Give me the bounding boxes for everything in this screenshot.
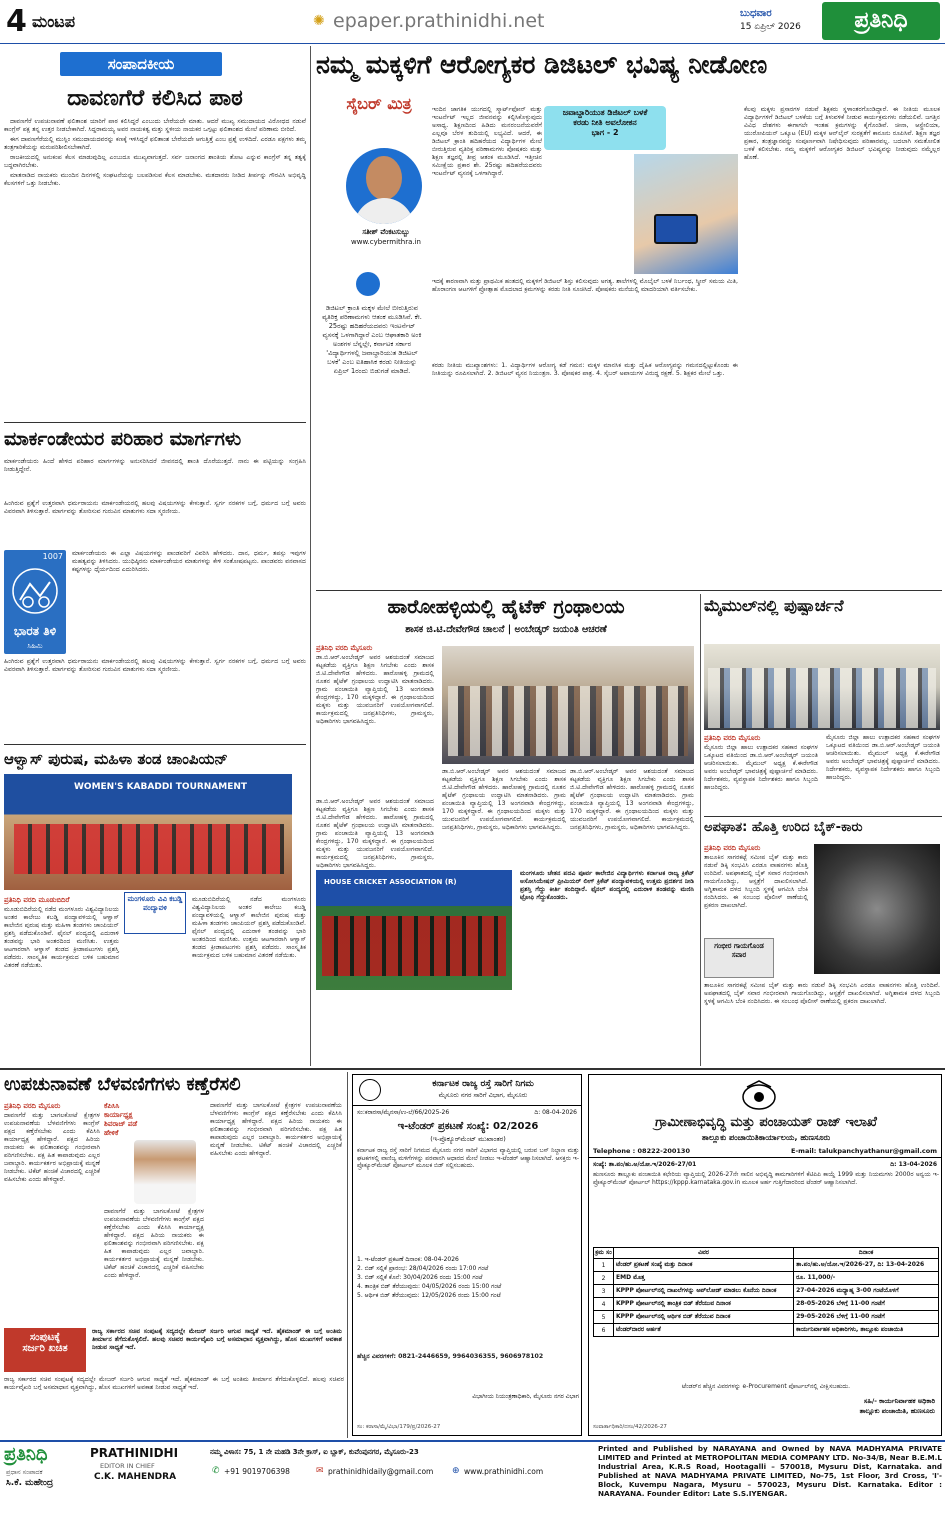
cyber-col1: ಇಂದಿನ ಜಾಗತಿಕ ಯುಗದಲ್ಲಿ ಸ್ಮಾರ್ಟ್‌ಫೋನ್ ಮತ್ತು ಇಂಟರ್ನೆಟ್ ಇಲ್ಲದ ಜೀವನವನ್ನು ಕಲ್ಪಿಸಿಕೊಳ್ಳುವುದು ಅಸಾಧ್ಯ. ಶಿಕ್ಷಣದಿಂದ ಹಿಡಿದು ಮನರಂಜನೆಯವರೆಗೆ ಎಲ್ಲವೂ ಬೆರಳ ತುದಿಯಲ್ಲಿ ಲಭ್ಯವಿದೆ. ಆದರೆ, ಈ ಡಿಜಿಟಲ್ ಕ್ರಾಂತಿ ಹದಿಹರೆಯದ ವಿದ್ಯಾರ್ಥಿಗಳ ಮೇಲೆ ಬೀರುತ್ತಿರುವ ವ್ಯತಿರಿಕ್ತ ಪರಿಣಾಮಗಳು ಪೋಷಕರು ಮತ್ತು ಶಿಕ್ಷಣ ತಜ್ಞರಲ್ಲಿ ತೀವ್ರ ಆತಂಕ ಮೂಡಿಸಿದೆ. ಇತ್ತೀಚಿನ ಸಮೀಕ್ಷೆಯ ಪ್ರಕಾರ ಶೇ. 25ರಷ್ಟು ಹದಿಹರೆಯದವರು ಇಂಟರ್ನೆಟ್ ವ್ಯಸನಕ್ಕೆ ಒಳಗಾಗಿದ್ದಾರೆ. [432,106,542,177]
footer-phone[interactable]: +91 9019706398 [224,1467,290,1476]
table-cell: ತಾ.ಪಂ/ಹು.ಅ/ಯೋ.ಇ/2026-27, ದಿ: 13-04-2026 [794,1259,939,1272]
divider [704,816,942,817]
editorial-section [4,48,306,420]
tender2-footer: ಸಂವಾರ್ತಾಧಿಕಾರಿ/ದಸಂ/42/2026-27 [593,1424,667,1430]
markandeya-continuation: ಹಿಂಗಿರುವ ಪ್ರಶ್ನೆಗೆ ಉತ್ತರವಾಗಿ ಧರ್ಮರಾಯನು ಮಾರ್ಕಂಡೇಯರಲ್ಲಿ ಹಲವು ವಿಷಯಗಳನ್ನು ಕೇಳುತ್ತಾನೆ. ಸ್ವರ್ಗ ನರಕಗಳ ಬಗ್ಗೆ, ಧರ್ಮದ ಬಗ್ಗೆ ಅವರು ವಿವರವಾಗಿ ತಿಳಿಸುತ್ತಾರೆ. ಮಾರ್ಗವನ್ನು ತೋರಿಸುವ ಗುರುವಿನ ಮಾತುಗಳು ಸದಾ ಸ್ಮರಣೀಯ. [4,658,306,673]
tender1-date: ದಿ: 08-04-2026 [534,1109,577,1116]
author-name: ಸತೀಶ್ ವೆಂಕಟಸುಬ್ಬು [362,228,410,236]
bharata-box-author: ಸಿಹಿಮಿ [27,642,43,650]
series-box-line3: ಭಾಗ - 2 [591,128,619,137]
byelection-dateline: ಪ್ರತಿನಿಧಿ ವರದಿ ಮೈಸೂರು [4,1102,61,1110]
byelection-headline: ಉಪಚುನಾವಣೆ ಬೆಳವಣಿಗೆಗಳು ಕಣ್ತೆರೆಸಲಿ [4,1074,241,1095]
table-cell: 3 [594,1285,614,1298]
tender2-table-header [594,1248,939,1259]
section-name: ಮಂಟಪ [32,12,76,31]
tender1-footer: ಸಂ: ಕರಾಸಾ/ಮೈ/ವಿಭಾ/179/ಪ್ರ/2026-27 [357,1424,441,1430]
burnt-vehicle-photo [814,844,940,974]
tender1-contact: ಹೆಚ್ಚಿನ ವಿವರಗಳಿಗೆ: 0821-2446659, 9964036355, 9606978102 [357,1353,544,1360]
table-head-cell: ಕ್ರಮ ಸಂ [594,1248,614,1259]
author-box-line4: ಹೇಳಿಕೆ [104,1129,119,1137]
mymul-headline: ಮೈಮುಲ್‌ನಲ್ಲಿ ಪುಷ್ಪಾರ್ಚನೆ [704,596,844,615]
author-site[interactable]: www.cybermithra.in [351,238,421,246]
tender2-note: ಟೆಂಡರ್‌ನ ಹೆಚ್ಚಿನ ವಿವರಗಳನ್ನು e-Procurement ಪೋರ್ಟಲ್‌ನಲ್ಲಿ ವೀಕ್ಷಿಸಬಹುದು. [681,1383,851,1390]
chariot-icon [10,566,60,616]
accident-section [704,818,942,1066]
footer-web[interactable]: www.prathinidhi.com [464,1467,544,1476]
table-cell: 29-05-2026 ಬೆಳಿಗ್ಗೆ 11-00 ಗಂಟೆಗೆ [794,1311,939,1324]
globe-icon: ⊕ [452,1466,460,1476]
tender1-ref: ಸಂ:ಕರಾರಸಾ/ಮೈನಸಾ/ಉ-ಲೆ/66/2025-26 [357,1109,450,1116]
ksrtc-tender-ad [352,1074,582,1436]
tender2-telephone: Telephone : 08222-200130 [593,1147,690,1155]
author-box-line3: ಶಿವರಾಜ್ ಪಡೆ [104,1120,138,1128]
kabaddi-dateline: ಪ್ರತಿನಿಧಿ ವರದಿ ಮೂಡುಬಿದಿರೆ [4,896,70,904]
ksrtc-emblem-icon [359,1079,381,1101]
tender1-row: 1. ಇ-ಟೆಂಡರ್ ಪ್ರಕಟಣೆ ದಿನಾಂಕ: 08-04-2026 [357,1256,459,1263]
blue-dot-icon [356,272,380,296]
table-cell: ಕಾರ್ಯನಿರ್ವಾಹಕ ಅಧಿಕಾರಿಗಳು, ತಾಲ್ಲೂಕು ಪಂಚಾಯಿತಿ [794,1324,939,1337]
editorial-paragraph: ರಾಜಕೀಯದಲ್ಲಿ ಅನುಕಂಪ ಕೆಲಸ ಮಾಡುವುದಿಲ್ಲ ಎಂಬುದೂ ಮುಖ್ಯವಾಗುತ್ತದೆ. ಸರ್ವ ಜನಾಂಗದ ಶಾಂತಿಯ ತೋಟ ಎನ್ನುವ ಕಾಂಗ್ರೆಸ್ ತನ್ನ ತತ್ವಕ್ಕೆ ಬದ್ಧವಾಗಿರಬೇಕು. [4,154,306,169]
divider [0,1068,945,1070]
tender2-sub: ತಾಲ್ಲೂಕು ಪಂಚಾಯಿತಿಕಾರ್ಯಾಲಯ, ಹುಣಸೂರು [701,1133,831,1142]
footer-editor-kn: ಸಿ.ಕೆ. ಮಹೇಂದ್ರ [6,1478,54,1488]
byelection-author-box [104,1102,204,1204]
crowd-people [448,686,688,756]
mymul-dateline: ಪ್ರತಿನಿಧಿ ವರದಿ ಮೈಸೂರು [704,734,761,742]
footer [0,1444,945,1519]
library-body-col1: ಡಾ.ಬಿ.ಆರ್.ಅಂಬೇಡ್ಕರ್ ಅವರ ಆಶಯದಂತೆ ಸಮಾಜದ ಕಟ್ಟಕಡೆಯ ವ್ಯಕ್ತಿಗೂ ಶಿಕ್ಷಣ ಸಿಗಬೇಕು ಎಂದು ಶಾಸಕ ಜಿ.ಟಿ.ದೇವೇಗೌಡ ಹೇಳಿದರು. ಹಾರೋಹಳ್ಳಿ ಗ್ರಾಮದಲ್ಲಿ ನೂತನ ಹೈಟೆಕ್ ಗ್ರಂಥಾಲಯ ಉದ್ಘಾಟಿಸಿ ಮಾತನಾಡಿದರು. ಗ್ರಾಮ ಪಂಚಾಯಿತಿ ವ್ಯಾಪ್ತಿಯಲ್ಲಿ 13 ಅಂಗನವಾಡಿ ಕೇಂದ್ರಗಳಿದ್ದು, 170 ಮಕ್ಕಳಿದ್ದಾರೆ. ಈ ಗ್ರಂಥಾಲಯದಿಂದ ಮಕ್ಕಳು ಮತ್ತು ಯುವಜನರಿಗೆ ಉಪಯೋಗವಾಗಲಿದೆ. ಕಾರ್ಯಕ್ರಮದಲ್ಲಿ ಜನಪ್ರತಿನಿಧಿಗಳು, ಗ್ರಾಮಸ್ಥರು, ಅಧಿಕಾರಿಗಳು ಭಾಗವಹಿಸಿದ್ದರು. [316,654,434,725]
library-body-col2: ಡಾ.ಬಿ.ಆರ್.ಅಂಬೇಡ್ಕರ್ ಅವರ ಆಶಯದಂತೆ ಸಮಾಜದ ಕಟ್ಟಕಡೆಯ ವ್ಯಕ್ತಿಗೂ ಶಿಕ್ಷಣ ಸಿಗಬೇಕು ಎಂದು ಶಾಸಕ ಜಿ.ಟಿ.ದೇವೇಗೌಡ ಹೇಳಿದರು. ಹಾರೋಹಳ್ಳಿ ಗ್ರಾಮದಲ್ಲಿ ನೂತನ ಹೈಟೆಕ್ ಗ್ರಂಥಾಲಯ ಉದ್ಘಾಟಿಸಿ ಮಾತನಾಡಿದರು. ಗ್ರಾಮ ಪಂಚಾಯಿತಿ ವ್ಯಾಪ್ತಿಯಲ್ಲಿ 13 ಅಂಗನವಾಡಿ ಕೇಂದ್ರಗಳಿದ್ದು, 170 ಮಕ್ಕಳಿದ್ದಾರೆ. ಈ ಗ್ರಂಥಾಲಯದಿಂದ ಮಕ್ಕಳು ಮತ್ತು ಯುವಜನರಿಗೆ ಉಪಯೋಗವಾಗಲಿದೆ. ಕಾರ್ಯಕ್ರಮದಲ್ಲಿ ಜನಪ್ರತಿನಿಧಿಗಳು, ಗ್ರಾಮಸ್ಥರು, ಅಧಿಕಾರಿಗಳು ಭಾಗವಹಿಸಿದ್ದರು. [316,798,434,869]
tender2-date: ದಿ: 13-04-2026 [890,1161,937,1168]
tender2-sign-2: ತಾಲ್ಲೂಕು ಪಂಚಾಯಿತಿ, ಹುಣಸೂರು [859,1407,935,1415]
mymul-body-right: ಮೈಸೂರು ಜಿಲ್ಲಾ ಹಾಲು ಉತ್ಪಾದಕರ ಸಹಕಾರ ಸಂಘಗಳ ಒಕ್ಕೂಟದ ವತಿಯಿಂದ ಡಾ.ಬಿ.ಆರ್.ಅಂಬೇಡ್ಕರ್ ಜಯಂತಿ ಆಚರಿಸಲಾಯಿತು. ಮೈಮುಲ್ ಅಧ್ಯಕ್ಷ ಕೆ.ಈರೇಗೌಡ ಅವರು ಅಂಬೇಡ್ಕರ್ ಭಾವಚಿತ್ರಕ್ಕೆ ಪುಷ್ಪಾರ್ಚನೆ ಮಾಡಿದರು. ನಿರ್ದೇಶಕರು, ವ್ಯವಸ್ಥಾಪಕ ನಿರ್ದೇಶಕರು ಹಾಗೂ ಸಿಬ್ಬಂದಿ ಹಾಜರಿದ್ದರು. [826,734,940,781]
table-cell: KPPP ಪೋರ್ಟಲ್‌ನಲ್ಲಿ ತಾಂತ್ರಿಕ ಬಿಡ್ ತೆರೆಯುವ ದಿನಾಂಕ [614,1298,794,1311]
correction-body: ರಾಜ್ಯ ಸರ್ಕಾರದ ಸಚಿವ ಸಂಪುಟಕ್ಕೆ ಸದ್ಯದಲ್ಲೇ ಮೇಜರ್ ಸರ್ಜರಿ ಆಗುವ ಸಾಧ್ಯತೆ ಇದೆ. ಹೈಕಮಾಂಡ್ ಈ ಬಗ್ಗೆ ಅಂತಿಮ ತೀರ್ಮಾನ ತೆಗೆದುಕೊಳ್ಳಲಿದೆ. ಹಲವು ಸಚಿವರ ಕಾರ್ಯವೈಖರಿ ಬಗ್ಗೆ ಅಸಮಾಧಾನ ವ್ಯಕ್ತವಾಗಿದ್ದು, ಹೊಸ ಮುಖಗಳಿಗೆ ಅವಕಾಶ ನೀಡುವ ಸಾಧ್ಯತೆ ಇದೆ. [92,1328,342,1351]
bharata-box-label: ಭಾರತ ತಿಳಿ [13,624,57,638]
tender2-body: ಹುಣಸೂರು ತಾಲ್ಲೂಕು ಪಂಚಾಯಿತಿ ಕಛೇರಿಯ ವ್ಯಾಪ್ತಿಯಲ್ಲಿ 2026-27ನೇ ಸಾಲಿನ ಅಭಿವೃದ್ಧಿ ಕಾಮಗಾರಿಗಳಿಗೆ ಕೆಟಿಪಿಪಿ ಕಾಯ್ದೆ 1999 ಮತ್ತು ನಿಯಮಗಳು 2000ರ ಅನ್ವಯ ಇ-ಪ್ರೊಕ್ಯೂರ್‌ಮೆಂಟ್ ಪೋರ್ಟಲ್ https://kppp.karnataka.gov.in ಮೂಲಕ ಅರ್ಹ ಗುತ್ತಿಗೆದಾರರಿಂದ ಟೆಂಡರ್ ಆಹ್ವಾನಿಸಲಾಗಿದೆ. [593,1171,939,1186]
tender1-sign: ವಿಭಾಗೀಯ ನಿಯಂತ್ರಣಾಧಿಕಾರಿ, ಮೈಸೂರು ನಗರ ವಿಭಾಗ [472,1393,579,1400]
bharata-box [4,550,66,654]
footer-address: ನಮ್ಮ ವಿಳಾಸ: 75, 1 ನೇ ಮಹಡಿ 3ನೇ ಕ್ರಾಸ್, ಐ ಬ್ಲಾಕ್, ಕುವೆಂಪುನಗರ, ಮೈಸೂರು-23 [210,1448,419,1456]
mymul-photo [704,644,940,730]
table-head-cell: ದಿನಾಂಕ [794,1248,939,1259]
tender1-subtitle: (ಇ-ಪ್ರೊಕ್ಯೂರ್‌ಮೆಂಟ್ ಮುಖಾಂತರ) [430,1135,506,1143]
tender1-org: ಕರ್ನಾಟಕ ರಾಜ್ಯ ರಸ್ತೆ ಸಾರಿಗೆ ನಿಗಮ [432,1079,534,1089]
library-dateline: ಪ್ರತಿನಿಧಿ ವರದಿ ಮೈಸೂರು [316,644,373,652]
sun-icon: ✺ [313,13,325,29]
library-body-col4: ಡಾ.ಬಿ.ಆರ್.ಅಂಬೇಡ್ಕರ್ ಅವರ ಆಶಯದಂತೆ ಸಮಾಜದ ಕಟ್ಟಕಡೆಯ ವ್ಯಕ್ತಿಗೂ ಶಿಕ್ಷಣ ಸಿಗಬೇಕು ಎಂದು ಶಾಸಕ ಜಿ.ಟಿ.ದೇವೇಗೌಡ ಹೇಳಿದರು. ಹಾರೋಹಳ್ಳಿ ಗ್ರಾಮದಲ್ಲಿ ನೂತನ ಹೈಟೆಕ್ ಗ್ರಂಥಾಲಯ ಉದ್ಘಾಟಿಸಿ ಮಾತನಾಡಿದರು. ಗ್ರಾಮ ಪಂಚಾಯಿತಿ ವ್ಯಾಪ್ತಿಯಲ್ಲಿ 13 ಅಂಗನವಾಡಿ ಕೇಂದ್ರಗಳಿದ್ದು, 170 ಮಕ್ಕಳಿದ್ದಾರೆ. ಈ ಗ್ರಂಥಾಲಯದಿಂದ ಮಕ್ಕಳು ಮತ್ತು ಯುವಜನರಿಗೆ ಉಪಯೋಗವಾಗಲಿದೆ. ಕಾರ್ಯಕ್ರಮದಲ್ಲಿ ಜನಪ್ರತಿನಿಧಿಗಳು, ಗ್ರಾಮಸ್ಥರು, ಅಧಿಕಾರಿಗಳು ಭಾಗವಹಿಸಿದ್ದರು. [570,768,694,831]
divider [316,590,942,591]
bharata-box-number: 1007 [42,552,63,561]
cyber-col3: ಕೆಲವು ಮಕ್ಕಳು ಪ್ರಸಾರಗಳ ನಡುವೆ ಶಿಕ್ಷಕರು ಸ್ಥಳಾಂತರಗೊಂಡಿದ್ದಾರೆ. ಈ ನೀತಿಯ ಮೂಲಕ ವಿದ್ಯಾರ್ಥಿಗಳಿಗೆ ಡಿಜಿಟಲ್ ಬಳಕೆಯ ಬಗ್ಗೆ ತಿಳುವಳಿಕೆ ನೀಡುವ ಕಾರ್ಯಕ್ರಮಗಳು ನಡೆಯಲಿವೆ. ಜಗತ್ತಿನ ವಿವಿಧ ದೇಶಗಳು ಈಗಾಗಲೇ ಇಂತಹ ಕ್ರಮಗಳನ್ನು ಕೈಗೊಂಡಿವೆ. ಚೀನಾ, ಆಸ್ಟ್ರೇಲಿಯಾ, ಯುರೋಪಿಯನ್ ಒಕ್ಕೂಟ (EU) ಮಕ್ಕಳ ಆನ್‌ಲೈನ್ ಸುರಕ್ಷತೆಗೆ ಕಾನೂನು ರೂಪಿಸಿವೆ. ಶಿಕ್ಷಣ ತಜ್ಞರ ಪ್ರಕಾರ, ತಂತ್ರಜ್ಞಾನವನ್ನು ಸಂಪೂರ್ಣವಾಗಿ ನಿಷೇಧಿಸುವುದು ಪರಿಹಾರವಲ್ಲ. ಬದಲಾಗಿ ಸಮತೋಲಿತ ಬಳಕೆ ಕಲಿಸಬೇಕು. ನಮ್ಮ ಮಕ್ಕಳಿಗೆ ಆರೋಗ್ಯಕರ ಡಿಜಿಟಲ್ ಭವಿಷ್ಯವನ್ನು ನೀಡುವುದು ನಮ್ಮೆಲ್ಲರ ಹೊಣೆ. [744,106,940,161]
masthead-divider [0,43,945,44]
cyber-col2: ಇದಕ್ಕೆ ಕಾರಣವಾಗಿ ಮತ್ತು ಪ್ರಾಥಮಿಕ ಹಂತದಲ್ಲಿ ಮಕ್ಕಳಿಗೆ ಡಿಜಿಟಲ್ ಶಿಸ್ತು ಕಲಿಸುವುದು ಅಗತ್ಯ. ಶಾಲೆಗಳಲ್ಲಿ ಮೊಬೈಲ್ ಬಳಕೆ ನಿರ್ಬಂಧ, ಸ್ಕ್ರೀನ್ ಸಮಯ ಮಿತಿ, ಹೊರಾಂಗಣ ಆಟಗಳಿಗೆ ಪ್ರೋತ್ಸಾಹ ಮೊದಲಾದ ಕ್ರಮಗಳನ್ನು ಕರಡು ನೀತಿ ಸೂಚಿಸಿದೆ. ಪೋಷಕರು ಮನೆಯಲ್ಲಿ ಮಾದರಿಯಾಗಿ ವರ್ತಿಸಬೇಕು. [432,278,738,293]
accident-body-bottom: ತಾಲೂಕಿನ ಸಾಗರಕಟ್ಟೆ ಸಮೀಪ ಬೈಕ್ ಮತ್ತು ಕಾರು ನಡುವೆ ಡಿಕ್ಕಿ ಸಂಭವಿಸಿ ಎರಡೂ ವಾಹನಗಳು ಹೊತ್ತಿ ಉರಿದಿವೆ. ಅಪಘಾತದಲ್ಲಿ ಬೈಕ್ ಸವಾರ ಗಂಭೀರವಾಗಿ ಗಾಯಗೊಂಡಿದ್ದು, ಆಸ್ಪತ್ರೆಗೆ ದಾಖಲಿಸಲಾಗಿದೆ. ಅಗ್ನಿಶಾಮಕ ದಳದ ಸಿಬ್ಬಂದಿ ಸ್ಥಳಕ್ಕೆ ಆಗಮಿಸಿ ಬೆಂಕಿ ನಂದಿಸಿದರು. ಈ ಸಂಬಂಧ ಪೊಲೀಸ್ ಠಾಣೆಯಲ್ಲಿ ಪ್ರಕರಣ ದಾಖಲಾಗಿದೆ. [704,982,940,1005]
table-cell: EMD ಮೊತ್ತ [614,1272,794,1285]
tender1-title: ಇ-ಟೆಂಡರ್ ಪ್ರಕಟಣೆ ಸಂಖ್ಯೆ: 02/2026 [397,1121,539,1132]
column-divider [700,594,701,1066]
byelection-body-col1: ದಾವಣಗೆರೆ ಮತ್ತು ಬಾಗಲಕೋಟೆ ಕ್ಷೇತ್ರಗಳ ಉಪಚುನಾವಣೆಯ ಬೆಳವಣಿಗೆಗಳು ಕಾಂಗ್ರೆಸ್ ಪಕ್ಷದ ಕಣ್ತೆರೆಸಬೇಕು ಎಂದು ಕೆಪಿಸಿಸಿ ಕಾರ್ಯಾಧ್ಯಕ್ಷ ಹೇಳಿದ್ದಾರೆ. ಪಕ್ಷದ ಹಿರಿಯ ನಾಯಕರು ಈ ಫಲಿತಾಂಶವನ್ನು ಗಂಭೀರವಾಗಿ ಪರಿಗಣಿಸಬೇಕು. ಪಕ್ಷ ಹಿತ ಕಾಪಾಡುವುದು ಎಲ್ಲರ ಜವಾಬ್ದಾರಿ. ಕಾರ್ಯಕರ್ತರ ಅಭಿಪ್ರಾಯಕ್ಕೆ ಮನ್ನಣೆ ನೀಡಬೇಕು. ಟಿಕೆಟ್ ಹಂಚಿಕೆ ವಿಚಾರದಲ್ಲಿ ಎಚ್ಚರಿಕೆ ವಹಿಸಬೇಕು ಎಂದು ಹೇಳಿದ್ದಾರೆ. [4,1112,100,1183]
series-box [544,106,666,150]
author-bio: ಡಿಜಿಟಲ್ ಕ್ರಾಂತಿ ಮಕ್ಕಳ ಮೇಲೆ ಬೀರುತ್ತಿರುವ ವ್ಯತಿರಿಕ್ತ ಪರಿಣಾಮಗಳು ಆತಂಕ ಮೂಡಿಸಿವೆ. ಕೇ. 25ರಷ್ಟು ಹದಿಹರೆಯದವರು ಇಂಟರ್ನೆಟ್ ವ್ಯಸನಕ್ಕೆ ಒಳಗಾಗಿದ್ದಾರೆ ಎಂಬ ಆಘಾತಕಾರಿ ಅಂಕಿ ಅಂಶಗಳ ಬೆನ್ನಲ್ಲೇ, ಕರ್ನಾಟಕ ಸರ್ಕಾರ 'ವಿದ್ಯಾರ್ಥಿಗಳಲ್ಲಿ ಜವಾಬ್ದಾರಿಯುತ ಡಿಜಿಟಲ್ ಬಳಕೆ' ಎಂಬ ಐತಿಹಾಸಿಕ ಕರಡು ನೀತಿಯನ್ನು ಏಪ್ರಿಲ್ 1ರಂದು ಬಿಡುಗಡೆ ಮಾಡಿದೆ. [322,304,422,375]
kabaddi-body-left: ಮೂಡುಬಿದಿರೆಯಲ್ಲಿ ನಡೆದ ಮಂಗಳೂರು ವಿಶ್ವವಿದ್ಯಾನಿಲಯ ಅಂತರ ಕಾಲೇಜು ಕಬಡ್ಡಿ ಪಂದ್ಯಾವಳಿಯಲ್ಲಿ ಆಳ್ವಾಸ್ ಕಾಲೇಜಿನ ಪುರುಷ ಮತ್ತು ಮಹಿಳಾ ತಂಡಗಳು ಚಾಂಪಿಯನ್ ಪ್ರಶಸ್ತಿ ಪಡೆದುಕೊಂಡಿವೆ. ಫೈನಲ್ ಪಂದ್ಯದಲ್ಲಿ ಎದುರಾಳಿ ತಂಡವನ್ನು ಭಾರಿ ಅಂತರದಿಂದ ಮಣಿಸಿತು. ಉತ್ತಮ ಆಟಗಾರರಾಗಿ ಆಳ್ವಾಸ್ ತಂಡದ ಕ್ರೀಡಾಪಟುಗಳು ಪ್ರಶಸ್ತಿ ಪಡೆದರು. ಸಾಂಸ್ಕೃತಿಕ ಕಾರ್ಯಕ್ರಮದ ಬಳಿಕ ಬಹುಮಾನ ವಿತರಣೆ ನಡೆಯಿತು. [4,906,119,969]
table-row [594,1272,939,1285]
correction-body-more: ರಾಜ್ಯ ಸರ್ಕಾರದ ಸಚಿವ ಸಂಪುಟಕ್ಕೆ ಸದ್ಯದಲ್ಲೇ ಮೇಜರ್ ಸರ್ಜರಿ ಆಗುವ ಸಾಧ್ಯತೆ ಇದೆ. ಹೈಕಮಾಂಡ್ ಈ ಬಗ್ಗೆ ಅಂತಿಮ ತೀರ್ಮಾನ ತೆಗೆದುಕೊಳ್ಳಲಿದೆ. ಹಲವು ಸಚಿವರ ಕಾರ್ಯವೈಖರಿ ಬಗ್ಗೆ ಅಸಮಾಧಾನ ವ್ಯಕ್ತವಾಗಿದ್ದು, ಹೊಸ ಮುಖಗಳಿಗೆ ಅವಕಾಶ ನೀಡುವ ಸಾಧ್ಯತೆ ಇದೆ. [4,1376,344,1391]
accident-side-box [704,938,774,978]
mymul-section [704,594,942,814]
kabaddi-banner: WOMEN'S KABADDI TOURNAMENT [74,782,248,792]
epaper-url[interactable]: epaper.prathinidhi.net [333,10,545,32]
karnataka-emblem-icon [739,1079,779,1111]
table-row [594,1259,939,1272]
editorial-headline: ದಾವಣಗೆರೆ ಕಲಿಸಿದ ಪಾಠ [67,86,243,111]
editorial-paragraph: ಈಗ ದಾವಣಗೆರೆಯಲ್ಲಿ ಮುಸ್ಲಿಂ ಸಮುದಾಯದವರನ್ನು ಕಣಕ್ಕೆ ಇಳಿಸಿದ್ದರೆ ಫಲಿತಾಂಶ ಬೇರೆಯದೇ ಆಗುತ್ತಿತ್ತೆ ಎಂಬ ಪ್ರಶ್ನೆ ಉಳಿದಿದೆ. ಎರಡೂ ಪಕ್ಷಗಳು ತಮ್ಮ ತಂತ್ರಗಾರಿಕೆಯನ್ನು ಮರುಪರಿಶೀಲಿಸಬೇಕಾಗಿದೆ. [4,136,306,151]
series-box-line2: ಕರಡು ನೀತಿ ಅವಲೋಕನ [573,118,637,127]
tender1-row: 2. ಬಿಡ್ ಸಲ್ಲಿಕೆ ಪ್ರಾರಂಭ: 28/04/2026 ರಂದು 17:00 ಗಂಟೆ [357,1265,489,1272]
author-box-line1: ಕೆಪಿಸಿಸಿ [104,1102,120,1110]
politician-photo [134,1140,196,1204]
tablet-device [654,214,698,244]
library-article [316,594,696,1066]
author-box-line2: ಕಾರ್ಯಾಧ್ಯಕ್ಷ [104,1111,133,1119]
table-row [594,1311,939,1324]
tender1-row: 3. ಬಿಡ್ ಸಲ್ಲಿಕೆ ಕೊನೆ: 30/04/2026 ರಂದು 15:00 ಗಂಟೆ [357,1274,483,1281]
tender2-email: E-mail: talukpanchyathanur@gmail.com [791,1147,937,1155]
phone-icon: ✆ [212,1466,220,1476]
editorial-paragraph: ದಾವಣಗೆರೆ ಉಪಚುನಾವಣೆ ಫಲಿತಾಂಶ ಯಾರಿಗೆ ಪಾಠ ಕಲಿಸಿದ್ದರೆ ಎಂಬುದು ಬೇರೆಯದೇ ಮಾತು. ಆದರೆ ಮುಖ್ಯ ಸಮುದಾಯದ ವಿರೋಧದ ನಡುವೆ ಕಾಂಗ್ರೆಸ್ ಪಕ್ಷ ತನ್ನ ಉತ್ತರ ನೀಡಬೇಕಾಗಿದೆ. ಸಿದ್ದರಾಮಯ್ಯ ಅವರ ನಾಯಕತ್ವ ಮತ್ತು ಸ್ಥಳೀಯ ನಾಯಕರ ಒಗ್ಗಟ್ಟು ಫಲಿತಾಂಶದ ಮೇಲೆ ಪರಿಣಾಮ ಬೀರಿದೆ. [4,118,306,133]
kabaddi-section [4,748,306,1066]
kabaddi-team-photo [4,774,292,890]
cyber-article [316,48,942,588]
series-box-line1: ಜವಾಬ್ದಾರಿಯುತ ಡಿಜಿಟಲ್ ಬಳಕೆ [562,108,648,117]
table-cell: 28-05-2026 ಬೆಳಿಗ್ಗೆ 11-00 ಗಂಟೆಗೆ [794,1298,939,1311]
tender2-org: ಗ್ರಾಮೀಣಾಭಿವೃದ್ಧಿ ಮತ್ತು ಪಂಚಾಯತ್ ರಾಜ್ ಇಲಾಖೆ [655,1115,877,1130]
footer-logo: ಪ್ರತಿನಿಧಿ [4,1444,48,1465]
table-cell: KPPP ಪೋರ್ಟಲ್‌ನಲ್ಲಿ ಆರ್ಥಿಕ ಬಿಡ್ ತೆರೆಯುವ ದಿನಾಂಕ [614,1311,794,1324]
page-number: 4 [6,4,27,39]
masthead-logo-text: ಪ್ರತಿನಿಧಿ [854,8,908,33]
editorial-paragraph: ಮಾತನಾಡಿದ ನಾಯಕರು ಮುಂದಿನ ದಿನಗಳಲ್ಲಿ ಸಂಘಟನೆಯನ್ನು ಬಲಪಡಿಸುವ ಕೆಲಸ ಮಾಡಬೇಕು. ಮತದಾರರು ನೀಡಿದ ತೀರ್ಪನ್ನು ಗೌರವಿಸಿ ಅಭಿವೃದ್ಧಿ ಕೆಲಸಗಳಿಗೆ ಒತ್ತು ನೀಡಬೇಕು. [4,172,306,187]
child-tablet-photo [634,154,738,274]
divider [353,1105,582,1106]
footer-editor-en: C.K. MAHENDRA [94,1472,177,1482]
table-cell: 6 [594,1324,614,1337]
table-row [594,1324,939,1337]
masthead [0,0,945,44]
cyber-headline: ನಮ್ಮ ಮಕ್ಕಳಿಗೆ ಆರೋಗ್ಯಕರ ಡಿಜಿಟಲ್ ಭವಿಷ್ಯ ನೀಡೋಣ [316,50,768,79]
table-cell: 1 [594,1259,614,1272]
kabaddi-side-box-text: ಮಂಗಳೂರು ವಿವಿ ಕಬಡ್ಡಿ ಪಂದ್ಯಾವಳಿ [127,895,183,912]
cricket-text: ಮಂಗಳೂರು ಚೇತನ ಪದವಿ ಪೂರ್ವ ಕಾಲೇಜಿನ ವಿದ್ಯಾರ್ಥಿಗಳು ಕರ್ನಾಟಕ ರಾಜ್ಯ ಕ್ರಿಕೆಟ್ ಅಸೋಸಿಯೇಷನ್ ಪ್ರೀಮಿಯರ್ ಲೀಗ್ ಕ್ರಿಕೆಟ್ ಪಂದ್ಯಾವಳಿಯಲ್ಲಿ ಉತ್ತಮ ಪ್ರದರ್ಶನ ನೀಡಿ ಪ್ರಶಸ್ತಿ ಗೆದ್ದು ಕೀರ್ತಿ ತಂದಿದ್ದಾರೆ. ಫೈನಲ್ ಪಂದ್ಯದಲ್ಲಿ ಎದುರಾಳಿ ತಂಡವನ್ನು ಮಣಿಸಿ ಟ್ರೋಫಿ ಗೆದ್ದುಕೊಂಡರು. [520,870,694,901]
byelection-body-col3: ದಾವಣಗೆರೆ ಮತ್ತು ಬಾಗಲಕೋಟೆ ಕ್ಷೇತ್ರಗಳ ಉಪಚುನಾವಣೆಯ ಬೆಳವಣಿಗೆಗಳು ಕಾಂಗ್ರೆಸ್ ಪಕ್ಷದ ಕಣ್ತೆರೆಸಬೇಕು ಎಂದು ಕೆಪಿಸಿಸಿ ಕಾರ್ಯಾಧ್ಯಕ್ಷ ಹೇಳಿದ್ದಾರೆ. ಪಕ್ಷದ ಹಿರಿಯ ನಾಯಕರು ಈ ಫಲಿತಾಂಶವನ್ನು ಗಂಭೀರವಾಗಿ ಪರಿಗಣಿಸಬೇಕು. ಪಕ್ಷ ಹಿತ ಕಾಪಾಡುವುದು ಎಲ್ಲರ ಜವಾಬ್ದಾರಿ. ಕಾರ್ಯಕರ್ತರ ಅಭಿಪ್ರಾಯಕ್ಕೆ ಮನ್ನಣೆ ನೀಡಬೇಕು. ಟಿಕೆಟ್ ಹಂಚಿಕೆ ವಿಚಾರದಲ್ಲಿ ಎಚ್ಚರಿಕೆ ವಹಿಸಬೇಕು ಎಂದು ಹೇಳಿದ್ದಾರೆ. [210,1102,342,1157]
accident-side-box-text: ಗಂಭೀರ ಗಾಯಗೊಂಡ ಸವಾರ [714,942,764,959]
byelection-section [4,1072,344,1438]
footer-editor-label: EDITOR IN CHIEF [100,1462,155,1470]
footer-tagline: ಪ್ರಧಾನ ಸಂಪಾದಕ [6,1468,43,1476]
tender1-sub: ಮೈಸೂರು ನಗರ ಸಾರಿಗೆ ವಿಭಾಗ, ಮೈಸೂರು [438,1091,528,1099]
library-subhead: ಶಾಸಕ ಜಿ.ಟಿ.ದೇವೇಗೌಡ ಚಾಲನೆ | ಅಂಬೇಡ್ಕರ್ ಜಯಂತಿ ಆಚರಣೆ [405,624,607,635]
footer-divider [0,1440,945,1442]
tender1-row: 5. ಆರ್ಥಿಕ ಬಿಡ್ ತೆರೆಯುವುದು: 12/05/2026 ರಂದು 15:00 ಗಂಟೆ [357,1292,501,1299]
mymul-people [708,668,936,728]
cyber-column-name: ಸೈಬರ್ ಮಿತ್ರ [346,94,412,113]
table-cell: KPPP ಪೋರ್ಟಲ್‌ನಲ್ಲಿ ದಾಖಲೆಗಳನ್ನು ಅಪ್‌ಲೋಡ್ ಮಾಡಲು ಕೊನೆಯ ದಿನಾಂಕ [614,1285,794,1298]
tender1-schedule [357,1255,579,1345]
library-body-col3: ಡಾ.ಬಿ.ಆರ್.ಅಂಬೇಡ್ಕರ್ ಅವರ ಆಶಯದಂತೆ ಸಮಾಜದ ಕಟ್ಟಕಡೆಯ ವ್ಯಕ್ತಿಗೂ ಶಿಕ್ಷಣ ಸಿಗಬೇಕು ಎಂದು ಶಾಸಕ ಜಿ.ಟಿ.ದೇವೇಗೌಡ ಹೇಳಿದರು. ಹಾರೋಹಳ್ಳಿ ಗ್ರಾಮದಲ್ಲಿ ನೂತನ ಹೈಟೆಕ್ ಗ್ರಂಥಾಲಯ ಉದ್ಘಾಟಿಸಿ ಮಾತನಾಡಿದರು. ಗ್ರಾಮ ಪಂಚಾಯಿತಿ ವ್ಯಾಪ್ತಿಯಲ್ಲಿ 13 ಅಂಗನವಾಡಿ ಕೇಂದ್ರಗಳಿದ್ದು, 170 ಮಕ್ಕಳಿದ್ದಾರೆ. ಈ ಗ್ರಂಥಾಲಯದಿಂದ ಮಕ್ಕಳು ಮತ್ತು ಯುವಜನರಿಗೆ ಉಪಯೋಗವಾಗಲಿದೆ. ಕಾರ್ಯಕ್ರಮದಲ್ಲಿ ಜನಪ್ರತಿನಿಧಿಗಳು, ಗ್ರಾಮಸ್ಥರು, ಅಧಿಕಾರಿಗಳು ಭಾಗವಹಿಸಿದ್ದರು. [442,768,566,831]
table-cell: ರೂ. 11,000/- [794,1272,939,1285]
markandeya-headline: ಮಾರ್ಕಂಡೇಯರ ಪರಿಹಾರ ಮಾರ್ಗಗಳು [4,428,242,450]
markandeya-intro: ಮಾರ್ಕಂಡೇಯರು ಹಿಂದೆ ಹೇಳಿದ ಪರಿಹಾರ ಮಾರ್ಗಗಳನ್ನು ಅನುಸರಿಸಿದರೆ ಜೀವನದಲ್ಲಿ ಶಾಂತಿ ದೊರೆಯುತ್ತದೆ. ನಾನು ಈ ಪಟ್ಟಿಯನ್ನು ಸಂಗ್ರಹಿಸಿ ನೀಡುತ್ತಿದ್ದೇನೆ. [4,458,306,473]
accident-headline: ಅಪಘಾತ: ಹೊತ್ತಿ ಉರಿದ ಬೈಕ್-ಕಾರು [704,820,863,835]
tender1-row: 4. ತಾಂತ್ರಿಕ ಬಿಡ್ ತೆರೆಯುವುದು: 04/05/2026 ರಂದು 15:00 ಗಂಟೆ [357,1283,502,1290]
editorial-body [4,118,306,418]
players-group [14,824,284,874]
tender2-table [593,1247,939,1337]
correction-label-line1: ಸಂಪುಟಕ್ಕೆ [29,1332,61,1343]
markandeya-section [4,426,306,742]
byelection-body-col2: ದಾವಣಗೆರೆ ಮತ್ತು ಬಾಗಲಕೋಟೆ ಕ್ಷೇತ್ರಗಳ ಉಪಚುನಾವಣೆಯ ಬೆಳವಣಿಗೆಗಳು ಕಾಂಗ್ರೆಸ್ ಪಕ್ಷದ ಕಣ್ತೆರೆಸಬೇಕು ಎಂದು ಕೆಪಿಸಿಸಿ ಕಾರ್ಯಾಧ್ಯಕ್ಷ ಹೇಳಿದ್ದಾರೆ. ಪಕ್ಷದ ಹಿರಿಯ ನಾಯಕರು ಈ ಫಲಿತಾಂಶವನ್ನು ಗಂಭೀರವಾಗಿ ಪರಿಗಣಿಸಬೇಕು. ಪಕ್ಷ ಹಿತ ಕಾಪಾಡುವುದು ಎಲ್ಲರ ಜವಾಬ್ದಾರಿ. ಕಾರ್ಯಕರ್ತರ ಅಭಿಪ್ರಾಯಕ್ಕೆ ಮನ್ನಣೆ ನೀಡಬೇಕು. ಟಿಕೆಟ್ ಹಂಚಿಕೆ ವಿಚಾರದಲ್ಲಿ ಎಚ್ಚರಿಕೆ ವಹಿಸಬೇಕು ಎಂದು ಹೇಳಿದ್ದಾರೆ. [104,1208,204,1279]
accident-dateline: ಪ್ರತಿನಿಧಿ ವರದಿ ಮೈಸೂರು [704,844,761,852]
cricket-players [322,916,506,976]
issue-day: ಬುಧವಾರ [740,8,772,19]
markandeya-body: ಹಿಂಗಿರುವ ಪ್ರಶ್ನೆಗೆ ಉತ್ತರವಾಗಿ ಧರ್ಮರಾಯನು ಮಾರ್ಕಂಡೇಯರಲ್ಲಿ ಹಲವು ವಿಷಯಗಳನ್ನು ಕೇಳುತ್ತಾನೆ. ಸ್ವರ್ಗ ನರಕಗಳ ಬಗ್ಗೆ, ಧರ್ಮದ ಬಗ್ಗೆ ಅವರು ವಿವರವಾಗಿ ತಿಳಿಸುತ್ತಾರೆ. ಮಾರ್ಗವನ್ನು ತೋರಿಸುವ ಗುರುವಿನ ಮಾತುಗಳು ಸದಾ ಸ್ಮರಣೀಯ. [4,500,306,515]
correction-label [4,1328,86,1372]
footer-email[interactable]: prathinidhidaily@gmail.com [328,1467,434,1476]
rdpr-tender-ad [588,1074,942,1436]
footer-imprint: Printed and Published by NARAYANA and Owned by NAVA MADHYAMA PRIVATE LIMITED and Printed at METROPOLITAN MEDIA COMPANY LTD. No-34/B, Near B.E.M.L Industrial Area, K.R.S Road, Hootagalli – 570018, Mysuru Dist, Karnataka. and Published at NAVA MADHYAMA PRIVATE LIMITED, No-75, 1st Floor, 3rd Cross, 'I'- Block, Kuvempu Nagara, Mysuru – 570023, Mysuru Dist. Karnataka. Editor : NARAYANA. Founder Editor: Late S.S.IYENGAR. [598,1444,942,1498]
divider [589,1157,942,1158]
author-avatar [346,148,422,224]
footer-brand: PRATHINIDHI [90,1446,179,1460]
column-divider [310,46,311,1066]
tender2-sign-1: ಸಹಿ/- ಕಾರ್ಯನಿರ್ವಾಹಕ ಅಧಿಕಾರಿ [863,1397,935,1405]
table-row [594,1285,939,1298]
editorial-label [60,52,222,76]
email-icon: ✉ [316,1466,324,1476]
kabaddi-headline: ಆಳ್ವಾಸ್ ಪುರುಷ, ಮಹಿಳಾ ತಂಡ ಚಾಂಪಿಯನ್ [4,750,228,768]
accident-body-top: ತಾಲೂಕಿನ ಸಾಗರಕಟ್ಟೆ ಸಮೀಪ ಬೈಕ್ ಮತ್ತು ಕಾರು ನಡುವೆ ಡಿಕ್ಕಿ ಸಂಭವಿಸಿ ಎರಡೂ ವಾಹನಗಳು ಹೊತ್ತಿ ಉರಿದಿವೆ. ಅಪಘಾತದಲ್ಲಿ ಬೈಕ್ ಸವಾರ ಗಂಭೀರವಾಗಿ ಗಾಯಗೊಂಡಿದ್ದು, ಆಸ್ಪತ್ರೆಗೆ ದಾಖಲಿಸಲಾಗಿದೆ. ಅಗ್ನಿಶಾಮಕ ದಳದ ಸಿಬ್ಬಂದಿ ಸ್ಥಳಕ್ಕೆ ಆಗಮಿಸಿ ಬೆಂಕಿ ನಂದಿಸಿದರು. ಈ ಸಂಬಂಧ ಪೊಲೀಸ್ ಠಾಣೆಯಲ್ಲಿ ಪ್ರಕರಣ ದಾಖಲಾಗಿದೆ. [704,854,808,909]
table-head-cell: ವಿವರ [614,1248,794,1259]
masthead-logo [822,2,940,40]
table-cell: ಟೆಂಡರ್ ಪ್ರಕಟಣೆ ಸಂಖ್ಯೆ ಮತ್ತು ದಿನಾಂಕ [614,1259,794,1272]
library-headline: ಹಾರೋಹಳ್ಳಿಯಲ್ಲಿ ಹೈಟೆಕ್ ಗ್ರಂಥಾಲಯ [387,596,625,618]
issue-date: 15 ಏಪ್ರಿಲ್ 2026 [740,22,801,32]
correction-label-line2: ಸರ್ಜರಿ ಖಚಿತ [22,1343,68,1354]
cricket-banner: HOUSE CRICKET ASSOCIATION (R) [324,878,457,886]
divider [4,744,306,745]
table-cell: 5 [594,1311,614,1324]
cricket-team-photo [316,870,512,990]
markandeya-box-text: ಮಾರ್ಕಂಡೇಯರು ಈ ಎಲ್ಲಾ ವಿಷಯಗಳನ್ನು ಪಾಂಡವರಿಗೆ ವಿವರಿಸಿ ಹೇಳಿದರು. ದಾನ, ಧರ್ಮ, ತಪಸ್ಸು ಇವುಗಳ ಮಹತ್ವವನ್ನು ತಿಳಿಸಿದರು. ಯುಧಿಷ್ಠಿರನು ಮಾರ್ಕಂಡೇಯರ ಮಾತುಗಳನ್ನು ಕೇಳಿ ಸಂತೋಷಪಟ್ಟನು. ಪಾಂಡವರು ವನವಾಸದ ಕಷ್ಟಗಳನ್ನು ಧೈರ್ಯದಿಂದ ಎದುರಿಸಿದರು. [72,550,306,573]
tender1-body: ಕರ್ನಾಟಕ ರಾಜ್ಯ ರಸ್ತೆ ಸಾರಿಗೆ ನಿಗಮದ ಮೈಸೂರು ನಗರ ಸಾರಿಗೆ ವಿಭಾಗದ ವ್ಯಾಪ್ತಿಯಲ್ಲಿ ಬರುವ ಬಸ್ ನಿಲ್ದಾಣ ಮತ್ತು ಘಟಕಗಳಲ್ಲಿ ವಾಣಿಜ್ಯ ಮಳಿಗೆಗಳನ್ನು ಪರವಾನಗಿ ಆಧಾರದ ಮೇಲೆ ನೀಡಲು ಇ-ಟೆಂಡರ್ ಆಹ್ವಾನಿಸಲಾಗಿದೆ. ಆಸಕ್ತರು ಇ-ಪ್ರೊಕ್ಯೂರ್‌ಮೆಂಟ್ ಪೋರ್ಟಲ್ ಮೂಲಕ ಬಿಡ್ ಸಲ್ಲಿಸಬಹುದು. [357,1147,579,1170]
divider [4,422,306,423]
editorial-label-text: ಸಂಪಾದಕೀಯ [107,55,175,73]
table-row [594,1298,939,1311]
cyber-col1b: ಕರಡು ನೀತಿಯ ಮುಖ್ಯಾಂಶಗಳು: 1. ವಿದ್ಯಾರ್ಥಿಗಳ ಆರೋಗ್ಯ ಕಡೆ ಗಮನ: ಮಕ್ಕಳ ಮಾನಸಿಕ ಮತ್ತು ದೈಹಿಕ ಆರೋಗ್ಯವನ್ನು ಗಮನದಲ್ಲಿಟ್ಟುಕೊಂಡು ಈ ನೀತಿಯನ್ನು ರೂಪಿಸಲಾಗಿದೆ. 2. ಡಿಜಿಟಲ್ ವ್ಯಸನ ನಿಯಂತ್ರಣ. 3. ಪೋಷಕರ ಪಾತ್ರ. 4. ಸೈಬರ್ ಅಪಾಯಗಳ ವಿರುದ್ಧ ರಕ್ಷಣೆ. 5. ಶಿಕ್ಷಕರ ಮೇಲೆ ಒತ್ತು. [432,362,738,377]
table-cell: 2 [594,1272,614,1285]
column-divider [347,1072,348,1438]
table-cell: ಟೆಂಡರ್‌ದಾರರ ಅರ್ಹತೆ [614,1324,794,1337]
kabaddi-body-right: ಮೂಡುಬಿದಿರೆಯಲ್ಲಿ ನಡೆದ ಮಂಗಳೂರು ವಿಶ್ವವಿದ್ಯಾನಿಲಯ ಅಂತರ ಕಾಲೇಜು ಕಬಡ್ಡಿ ಪಂದ್ಯಾವಳಿಯಲ್ಲಿ ಆಳ್ವಾಸ್ ಕಾಲೇಜಿನ ಪುರುಷ ಮತ್ತು ಮಹಿಳಾ ತಂಡಗಳು ಚಾಂಪಿಯನ್ ಪ್ರಶಸ್ತಿ ಪಡೆದುಕೊಂಡಿವೆ. ಫೈನಲ್ ಪಂದ್ಯದಲ್ಲಿ ಎದುರಾಳಿ ತಂಡವನ್ನು ಭಾರಿ ಅಂತರದಿಂದ ಮಣಿಸಿತು. ಉತ್ತಮ ಆಟಗಾರರಾಗಿ ಆಳ್ವಾಸ್ ತಂಡದ ಕ್ರೀಡಾಪಟುಗಳು ಪ್ರಶಸ್ತಿ ಪಡೆದರು. ಸಾಂಸ್ಕೃತಿಕ ಕಾರ್ಯಕ್ರಮದ ಬಳಿಕ ಬಹುಮಾನ ವಿತರಣೆ ನಡೆಯಿತು. [192,896,306,959]
kabaddi-side-box [124,892,186,934]
mymul-body-left: ಮೈಸೂರು ಜಿಲ್ಲಾ ಹಾಲು ಉತ್ಪಾದಕರ ಸಹಕಾರ ಸಂಘಗಳ ಒಕ್ಕೂಟದ ವತಿಯಿಂದ ಡಾ.ಬಿ.ಆರ್.ಅಂಬೇಡ್ಕರ್ ಜಯಂತಿ ಆಚರಿಸಲಾಯಿತು. ಮೈಮುಲ್ ಅಧ್ಯಕ್ಷ ಕೆ.ಈರೇಗೌಡ ಅವರು ಅಂಬೇಡ್ಕರ್ ಭಾವಚಿತ್ರಕ್ಕೆ ಪುಷ್ಪಾರ್ಚನೆ ಮಾಡಿದರು. ನಿರ್ದೇಶಕರು, ವ್ಯವಸ್ಥಾಪಕ ನಿರ್ದೇಶಕರು ಹಾಗೂ ಸಿಬ್ಬಂದಿ ಹಾಜರಿದ್ದರು. [704,744,818,791]
author-shirt [354,198,414,224]
table-cell: 27-04-2026 ಮಧ್ಯಾಹ್ನ 3-00 ಗಂಟೆಯೊಳಗೆ [794,1285,939,1298]
tender2-ref: ಸಂಖ್ಯೆ: ತಾ.ಪಂ/ಹು.ಅ/ಯೋ.ಇ/2026-27/01 [593,1161,697,1168]
author-face [366,156,402,200]
library-crowd-photo [442,646,694,764]
table-cell: 4 [594,1298,614,1311]
